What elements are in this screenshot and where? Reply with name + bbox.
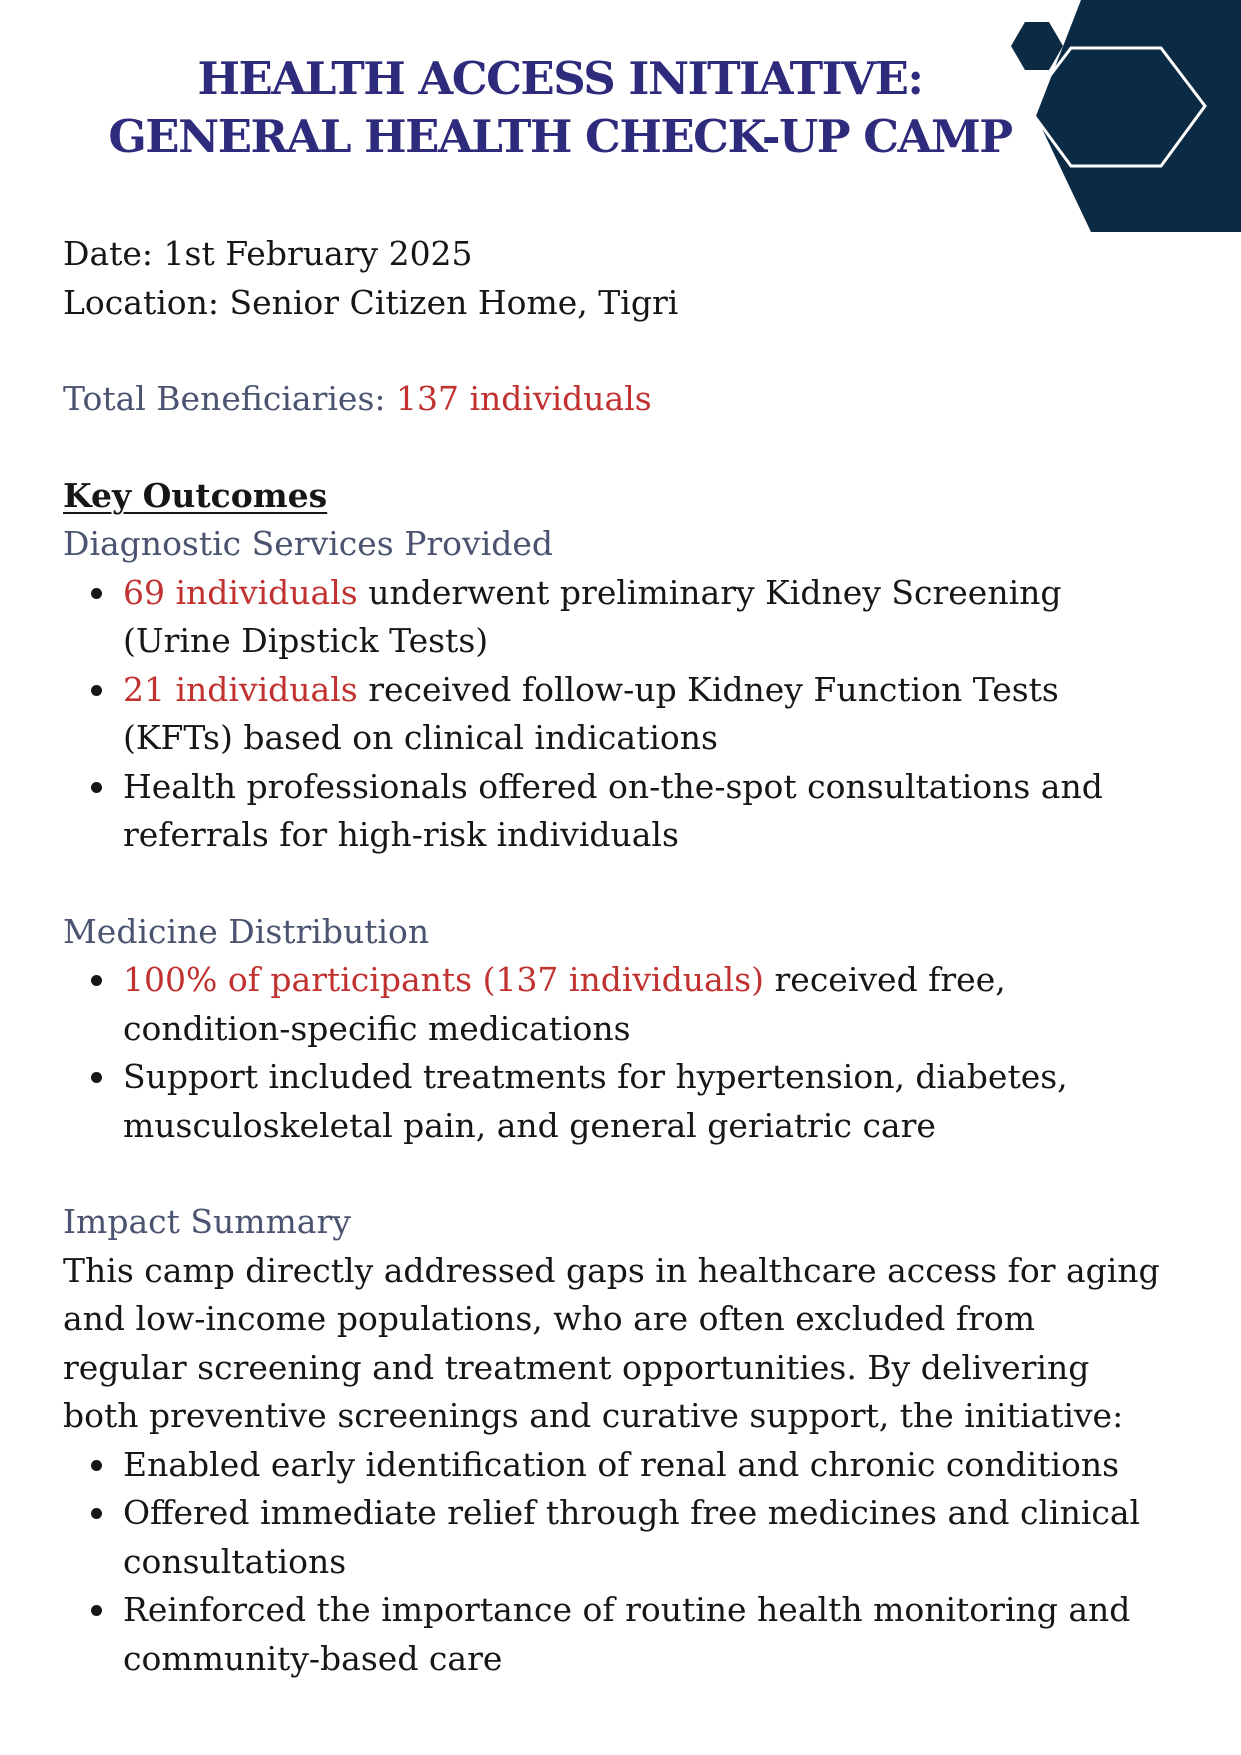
item-text-cont: referrals for high-risk individuals — [123, 815, 679, 854]
medicine-list — [63, 956, 1173, 1150]
title-line-2: GENERAL HEALTH CHECK-UP CAMP — [108, 110, 1012, 163]
item-text-cont: (Urine Dipstick Tests) — [123, 621, 489, 660]
list-item — [63, 569, 1173, 666]
impact-paragraph — [63, 1247, 1173, 1441]
diagnostic-list — [63, 569, 1173, 860]
list-item — [63, 1586, 1173, 1683]
list-item — [63, 1489, 1173, 1586]
page-title — [60, 50, 1060, 166]
medicine-heading: Medicine Distribution — [63, 911, 430, 951]
report-body — [63, 230, 1173, 1683]
bullet-icon — [91, 1460, 102, 1471]
list-item — [63, 763, 1173, 860]
paragraph-line: both preventive screenings and curative support, the initiative: — [63, 1396, 1124, 1435]
bullet-icon — [91, 1072, 102, 1083]
dark-hexagon-shape — [1036, 0, 1241, 232]
bullet-icon — [91, 782, 102, 793]
highlight-text: 100% of participants (137 individuals) — [123, 960, 765, 999]
highlight-text: 69 individuals — [123, 572, 358, 612]
bullet-icon — [91, 588, 102, 599]
item-text-cont: (KFTs) based on clinical indications — [123, 718, 718, 757]
item-text: Offered immediate relief through free medicines and clinical — [123, 1493, 1141, 1532]
item-text: received free, — [764, 960, 1006, 999]
diagnostic-heading: Diagnostic Services Provided — [63, 524, 554, 563]
item-text-cont: condition-specific medications — [123, 1008, 631, 1048]
item-text-cont: consultations — [123, 1541, 347, 1581]
impact-heading: Impact Summary — [63, 1202, 351, 1241]
item-text: underwent preliminary Kidney Screening — [357, 572, 1062, 612]
item-text: Health professionals offered on-the-spot consultations and — [123, 766, 1103, 806]
bullet-icon — [91, 685, 102, 696]
item-text-cont: musculoskeletal pain, and general geriatric care — [123, 1105, 936, 1145]
item-text: Reinforced the importance of routine health monitoring and — [123, 1590, 1131, 1629]
paragraph-line: regular screening and treatment opportunities. By delivering — [63, 1347, 1090, 1387]
event-location: Location: Senior Citizen Home, Tigri — [63, 282, 679, 322]
highlight-text: 21 individuals — [123, 669, 358, 709]
item-text-cont: community-based care — [123, 1638, 503, 1678]
item-text: Support included treatments for hypertension, diabetes, — [123, 1057, 1068, 1096]
list-item — [63, 1441, 1173, 1490]
item-text: Enabled early identification of renal and chronic conditions — [123, 1444, 1120, 1484]
beneficiaries-label: Total Beneficiaries: — [63, 379, 386, 418]
key-outcomes-heading: Key Outcomes — [63, 475, 328, 515]
beneficiaries-value: 137 individuals — [396, 379, 652, 418]
item-text: received follow-up Kidney Function Tests — [357, 669, 1059, 709]
bullet-icon — [91, 1605, 102, 1616]
impact-list — [63, 1441, 1173, 1684]
event-date: Date: 1st February 2025 — [63, 234, 473, 273]
list-item — [63, 1053, 1173, 1150]
beneficiaries-line — [63, 375, 1173, 424]
bullet-icon — [91, 1508, 102, 1519]
title-line-1: HEALTH ACCESS INITIATIVE: — [197, 52, 923, 105]
list-item — [63, 956, 1173, 1053]
bullet-icon — [91, 975, 102, 986]
paragraph-line: and low-income populations, who are often excluded from — [63, 1299, 1036, 1338]
paragraph-line: This camp directly addressed gaps in healthcare access for aging — [63, 1250, 1160, 1290]
list-item — [63, 666, 1173, 763]
